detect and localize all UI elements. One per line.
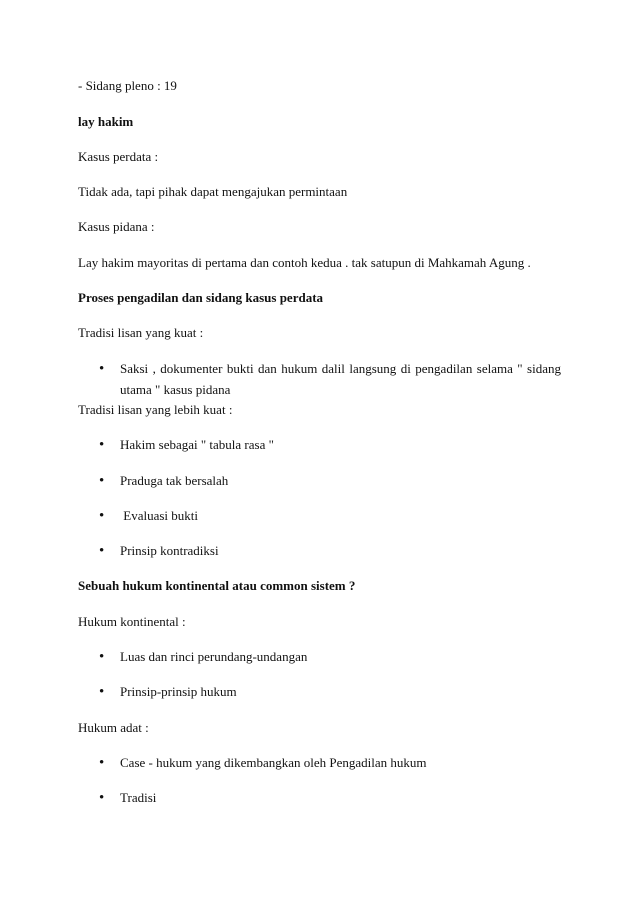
kasus-perdata-text: Tidak ada, tapi pihak dapat mengajukan permintaan (78, 184, 348, 199)
tradisi-lisan-lebih-kuat-label: Tradisi lisan yang lebih kuat : (78, 402, 233, 417)
sistem-hukum-heading: Sebuah hukum kontinental atau common sistem ? (78, 578, 356, 593)
list-item-text: Saksi , dokumenter bukti dan hukum dalil langsung di pengadilan selama " sidang (120, 361, 561, 376)
kasus-pidana-text: Lay hakim mayoritas di pertama dan contoh kedua . tak satupun di Mahkamah Agung . (78, 255, 531, 270)
lay-hakim-heading: lay hakim (78, 114, 134, 129)
bullet-icon: • (99, 790, 105, 806)
tradisi-lisan-kuat-label: Tradisi lisan yang kuat : (78, 325, 204, 340)
list-item-text: Luas dan rinci perundang-undangan (120, 649, 308, 664)
list-item-text: Hakim sebagai " tabula rasa " (120, 437, 274, 452)
bullet-icon: • (99, 543, 105, 559)
list-item-text: Evaluasi bukti (120, 508, 198, 523)
bullet-icon: • (99, 437, 105, 453)
hukum-adat-label: Hukum adat : (78, 720, 149, 735)
bullet-icon: • (99, 755, 105, 771)
list-item-text: Prinsip kontradiksi (120, 543, 219, 558)
bullet-icon: • (99, 361, 105, 377)
bullet-icon: • (99, 508, 105, 524)
list-item-text: Prinsip-prinsip hukum (120, 684, 237, 699)
kasus-pidana-label: Kasus pidana : (78, 219, 155, 234)
list-item-text: Praduga tak bersalah (120, 473, 229, 488)
bullet-icon: • (99, 684, 105, 700)
list-item-text: Case - hukum yang dikembangkan oleh Pengadilan hukum (120, 755, 427, 770)
bullet-icon: • (99, 473, 105, 489)
bullet-icon: • (99, 649, 105, 665)
hukum-kontinental-label: Hukum kontinental : (78, 614, 186, 629)
proses-pengadilan-heading: Proses pengadilan dan sidang kasus perdata (78, 290, 324, 305)
list-item-text: Tradisi (120, 790, 157, 805)
list-item-text-continued: utama " kasus pidana (120, 382, 231, 397)
sidang-pleno-line: - Sidang pleno : 19 (78, 78, 177, 93)
list-item (99, 361, 561, 401)
kasus-perdata-label: Kasus perdata : (78, 149, 159, 164)
